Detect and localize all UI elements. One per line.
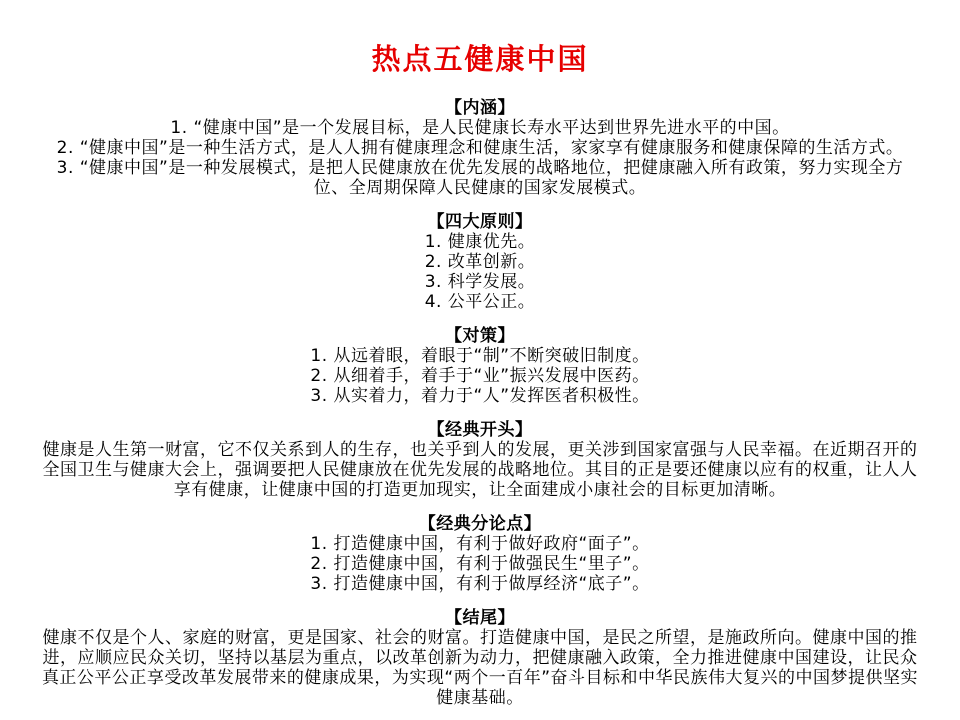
page-title: 热点五健康中国 [371, 42, 589, 76]
text-line: 3. “健康中国”是一种发展模式，是把人民健康放在优先发展的战略地位，把健康融入所有政策，努力实现全方位、全周期保障人民健康的国家发展模式。 [56, 158, 904, 198]
section-heading: 【内涵】 [445, 98, 515, 118]
text-line: 3. 打造健康中国，有利于做厚经济“底子”。 [310, 574, 650, 594]
section-heading: 【经典开头】 [427, 420, 533, 440]
text-line: 1. 健康优先。 [424, 232, 536, 252]
text-line: 2. 打造健康中国，有利于做强民生“里子”。 [310, 554, 650, 574]
section-heading: 【经典分论点】 [418, 514, 542, 534]
section-heading: 【结尾】 [445, 608, 515, 628]
section-heading: 【对策】 [445, 326, 515, 346]
text-line: 2. 改革创新。 [424, 252, 536, 272]
text-line: 3. 从实着力，着力于“人”发挥医者积极性。 [310, 386, 650, 406]
section-connotation [40, 98, 920, 198]
section-classic-arguments [40, 514, 920, 594]
section-countermeasures [40, 326, 920, 406]
section-classic-opening [40, 420, 920, 500]
text-line: 健康是人生第一财富，它不仅关系到人的生存，也关乎到人的发展，更关涉到国家富强与人民幸福。在近期召开的全国卫生与健康大会上，强调要把人民健康放在优先发展的战略地位。其目的正是要还健康以应有的权重，让人人享有健康，让健康中国的打造更加现实，让全面建成小康社会的目标更加清晰。 [42, 440, 918, 500]
text-line: 3. 科学发展。 [424, 272, 536, 292]
text-line: 健康不仅是个人、家庭的财富，更是国家、社会的财富。打造健康中国，是民之所望，是施政所向。健康中国的推进，应顺应民众关切，坚持以基层为重点，以改革创新为动力，把健康融入政策，全力推进健康中国建设，让民众真正公平公正享受改革发展带来的健康成果，为实现“两个一百年”奋斗目标和中华民族伟大复兴的中国梦提供坚实健康基础。 [41, 628, 919, 708]
section-conclusion [40, 608, 920, 708]
text-line: 2. “健康中国”是一种生活方式，是人人拥有健康理念和健康生活，家家享有健康服务和健康保障的生活方式。 [56, 138, 904, 158]
text-line: 2. 从细着手，着手于“业”振兴发展中医药。 [310, 366, 650, 386]
section-heading: 【四大原则】 [427, 212, 533, 232]
section-four-principles [40, 212, 920, 312]
text-line: 4. 公平公正。 [424, 292, 536, 312]
text-line: 1. “健康中国”是一个发展目标，是人民健康长寿水平达到世界先进水平的中国。 [170, 118, 790, 138]
text-line: 1. 从远着眼，着眼于“制”不断突破旧制度。 [310, 346, 650, 366]
text-line: 1. 打造健康中国，有利于做好政府“面子”。 [310, 534, 650, 554]
